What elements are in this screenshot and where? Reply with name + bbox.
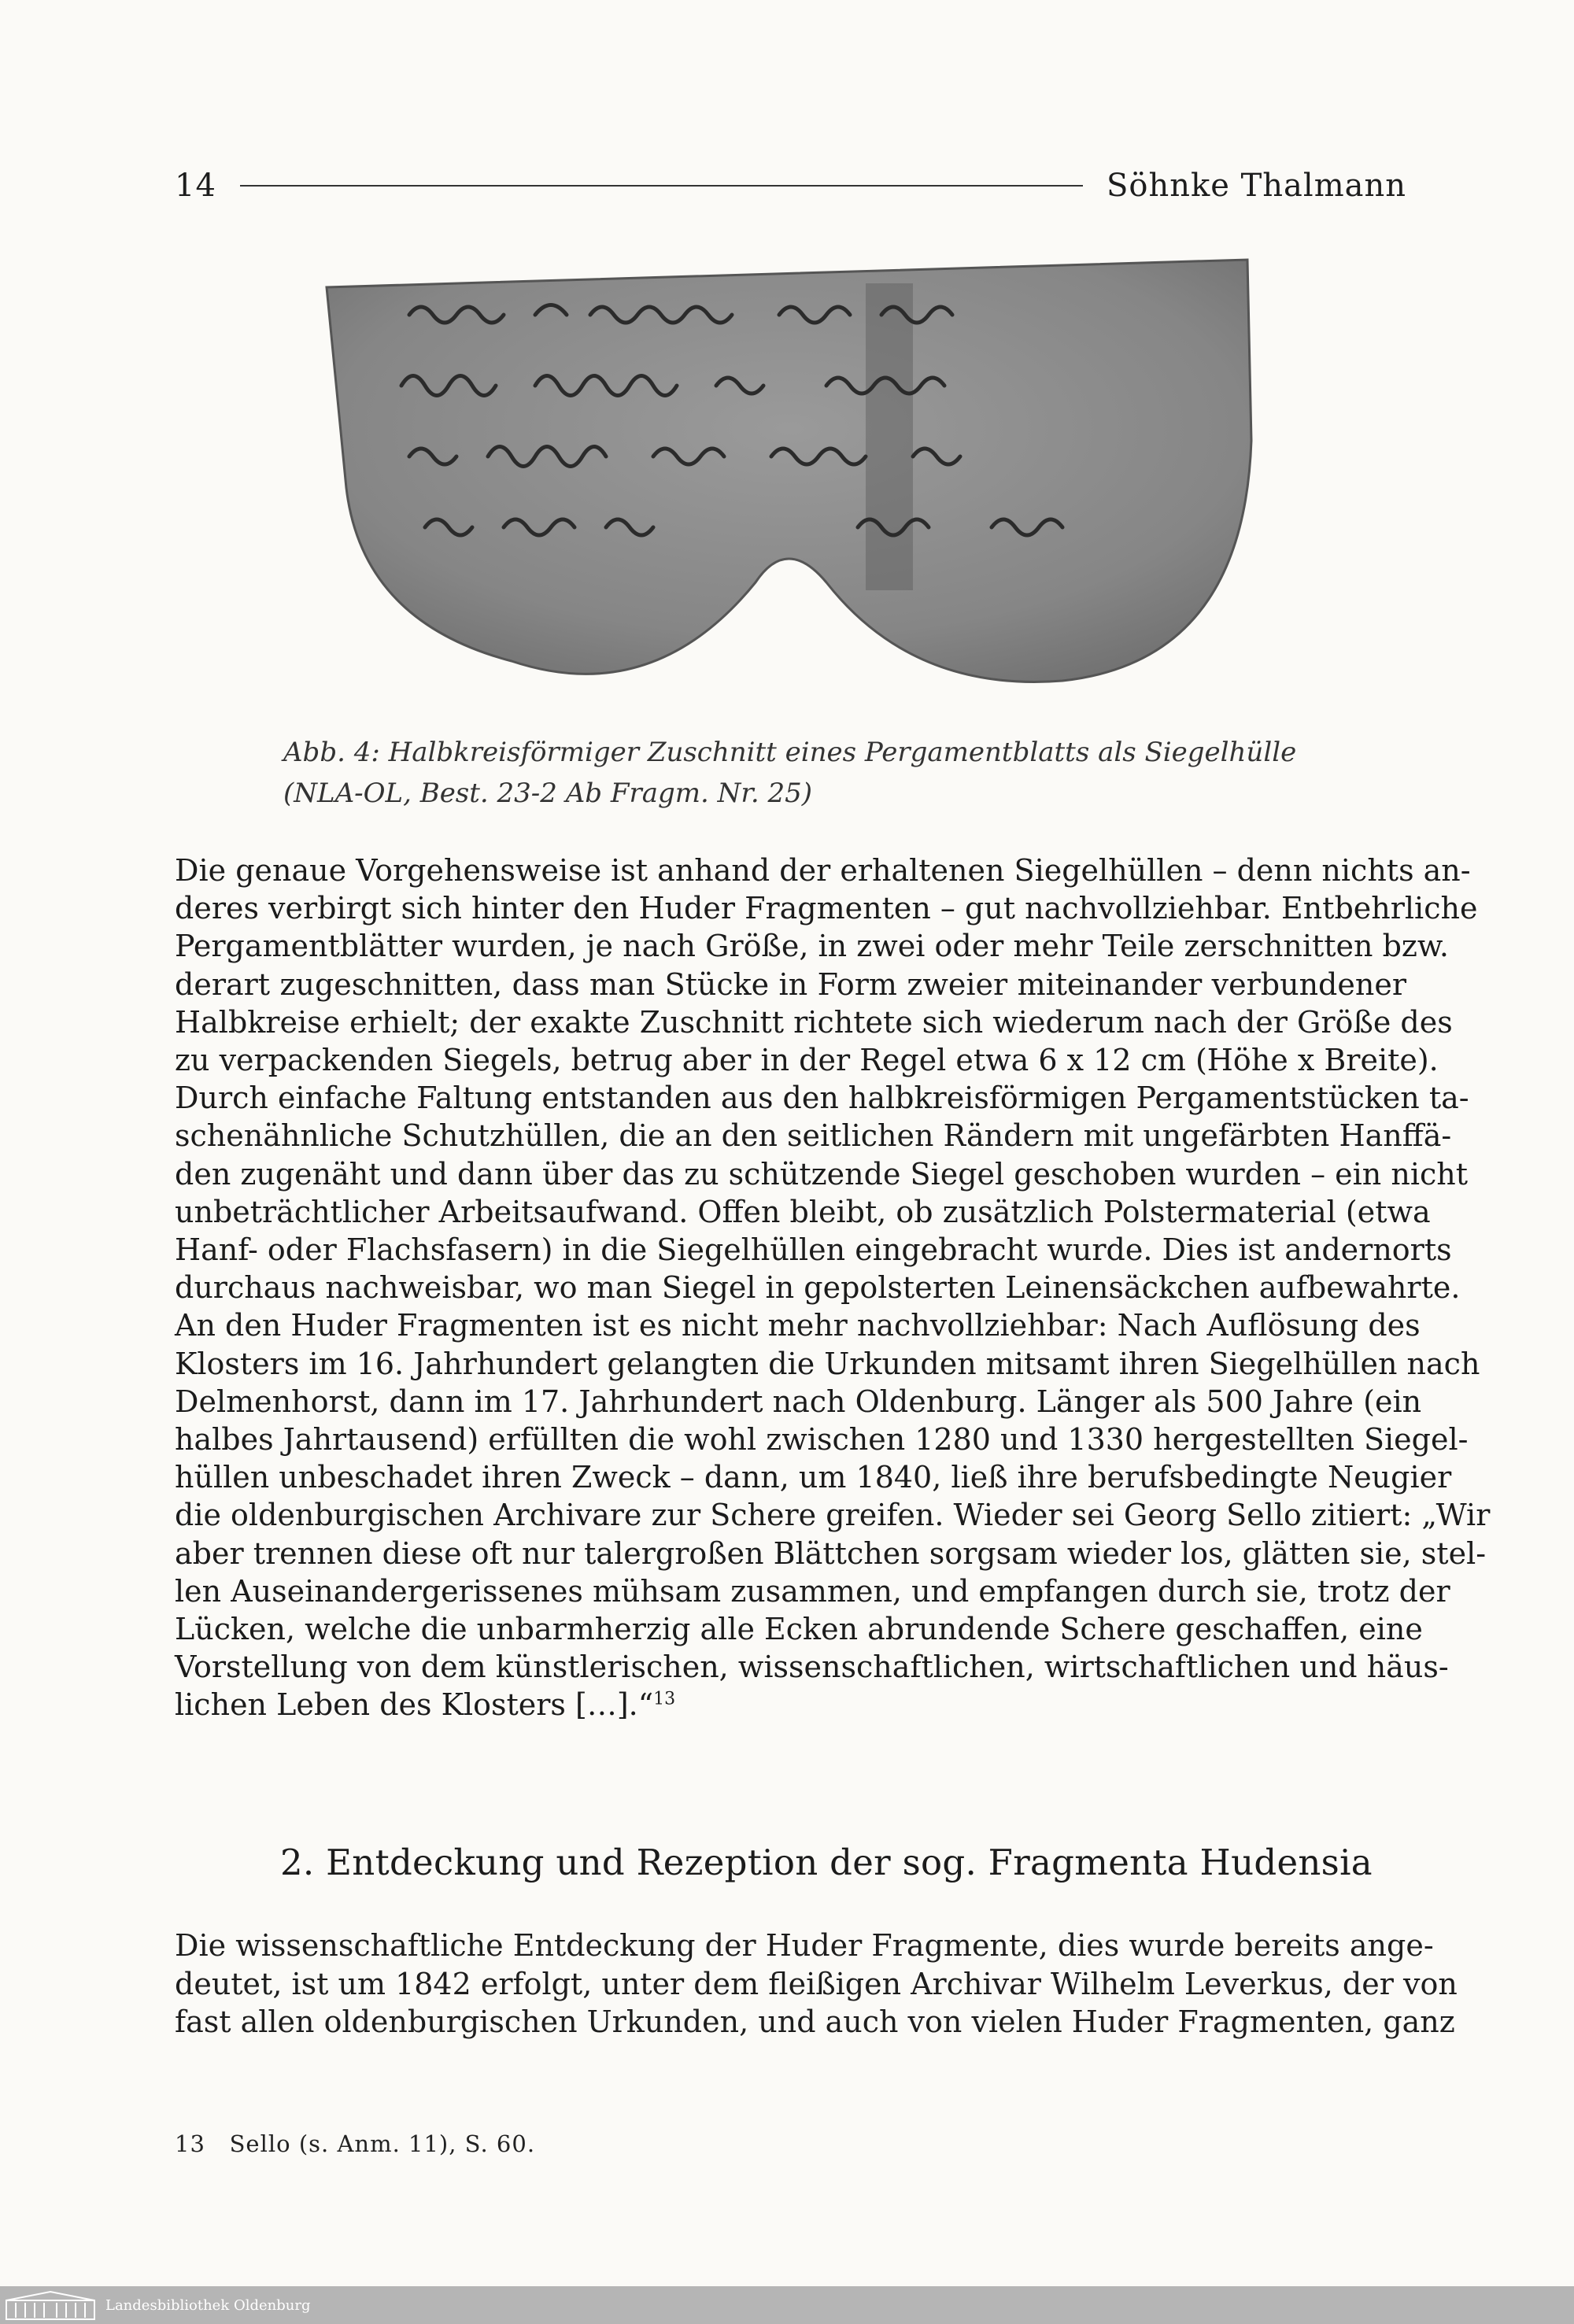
footnote-ref[interactable]: 13 bbox=[653, 1689, 676, 1709]
text-line: hüllen unbeschadet ihren Zweck – dann, um 1840, ließ ihre berufsbedingte Neugier bbox=[175, 1460, 1452, 1495]
text-line: derart zugeschnitten, dass man Stücke in Form zweier miteinander verbundener bbox=[175, 966, 1406, 1002]
text-line: len Auseinandergerissenes mühsam zusammen, und empfangen durch sie, trotz der bbox=[175, 1573, 1450, 1609]
footnote bbox=[175, 2130, 535, 2157]
text-line: Klosters im 16. Jahrhundert gelangten die Urkunden mitsamt ihren Siegelhüllen nach bbox=[175, 1346, 1480, 1381]
last-line-text: lichen Leben des Klosters […].“ bbox=[175, 1687, 654, 1723]
text-line-last bbox=[175, 1686, 1406, 1724]
library-building-icon bbox=[3, 2289, 98, 2321]
text-line: Halbkreise erhielt; der exakte Zuschnitt richtete sich wiederum nach der Größe des bbox=[175, 1004, 1453, 1040]
footnote-text: Sello (s. Anm. 11), S. 60. bbox=[229, 2130, 536, 2157]
text-line: schenähnliche Schutzhüllen, die an den seitlichen Rändern mit ungefärbten Hanffä- bbox=[175, 1118, 1452, 1154]
text-line: Delmenhorst, dann im 17. Jahrhundert nach Oldenburg. Länger als 500 Jahre (ein bbox=[175, 1384, 1422, 1419]
figure-parchment-image bbox=[315, 252, 1259, 712]
text-line: zu verpackenden Siegels, betrug aber in der Regel etwa 6 x 12 cm (Höhe x Breite). bbox=[175, 1043, 1439, 1078]
text-line: halbes Jahrtausend) erfüllten die wohl zwischen 1280 und 1330 hergestellten Siegel- bbox=[175, 1422, 1469, 1458]
library-footer-bar bbox=[0, 2286, 1574, 2324]
text-line: unbeträchtlicher Arbeitsaufwand. Offen bleibt, ob zusätzlich Polstermaterial (etwa bbox=[175, 1194, 1431, 1229]
text-line: Die wissenschaftliche Entdeckung der Huder Fragmente, dies wurde bereits ange- bbox=[175, 1928, 1434, 1963]
text-line: deutet, ist um 1842 erfolgt, unter dem fleißigen Archivar Wilhelm Leverkus, der von bbox=[175, 1966, 1458, 2001]
text-line: Durch einfache Faltung entstanden aus den halbkreisförmigen Pergamentstücken ta- bbox=[175, 1081, 1469, 1116]
library-name: Landesbibliothek Oldenburg bbox=[105, 2296, 311, 2314]
text-line: Vorstellung von dem künstlerischen, wissenschaftlichen, wirtschaftlichen und häus- bbox=[175, 1650, 1449, 1685]
caption-line: Abb. 4: Halbkreisförmiger Zuschnitt eines Pergamentblatts als Siegelhülle bbox=[283, 737, 1297, 768]
running-author: Söhnke Thalmann bbox=[1106, 168, 1406, 204]
text-line: durchaus nachweisbar, wo man Siegel in gepolsterten Leinensäckchen aufbewahrte. bbox=[175, 1270, 1461, 1306]
text-line: aber trennen diese oft nur talergroßen Blättchen sorgsam wieder los, glätten sie, stel- bbox=[175, 1535, 1487, 1571]
text-line: deres verbirgt sich hinter den Huder Fragmenten – gut nachvollziehbar. Entbehrliche bbox=[175, 891, 1478, 926]
body-paragraph-2 bbox=[175, 1927, 1458, 2041]
text-line: den zugenäht und dann über das zu schützende Siegel geschoben wurden – ein nicht bbox=[175, 1156, 1469, 1192]
text-line: fast allen oldenburgischen Urkunden, und auch von vielen Huder Fragmenten, ganz bbox=[175, 2004, 1455, 2039]
page-number: 14 bbox=[175, 168, 216, 204]
text-line: Die genaue Vorgehensweise ist anhand der erhaltenen Siegelhüllen – denn nichts an- bbox=[175, 853, 1471, 888]
parchment-illustration bbox=[315, 252, 1259, 712]
caption-line: (NLA-OL, Best. 23-2 Ab Fragm. Nr. 25) bbox=[283, 778, 812, 809]
body-paragraph-1 bbox=[175, 852, 1491, 1724]
footnote-number: 13 bbox=[175, 2130, 205, 2157]
text-line: Lücken, welche die unbarmherzig alle Ecken abrundende Schere geschaffen, eine bbox=[175, 1612, 1423, 1647]
dark-stain bbox=[866, 283, 913, 590]
header-rule bbox=[240, 185, 1083, 187]
parchment-shape bbox=[327, 260, 1251, 682]
section-heading: 2. Entdeckung und Rezeption der sog. Fragmenta Hudensia bbox=[280, 1842, 1373, 1883]
figure-caption bbox=[283, 732, 1306, 814]
text-line: Hanf- oder Flachsfasern) in die Siegelhüllen eingebracht wurde. Dies ist andernorts bbox=[175, 1232, 1452, 1268]
running-header bbox=[175, 162, 1406, 209]
text-line: die oldenburgischen Archivare zur Schere greifen. Wieder sei Georg Sello zitiert: „Wir bbox=[175, 1498, 1491, 1533]
text-line: Pergamentblätter wurden, je nach Größe, in zwei oder mehr Teile zerschnitten bzw. bbox=[175, 929, 1450, 964]
text-line: An den Huder Fragmenten ist es nicht mehr nachvollziehbar: Nach Auflösung des bbox=[175, 1308, 1421, 1343]
